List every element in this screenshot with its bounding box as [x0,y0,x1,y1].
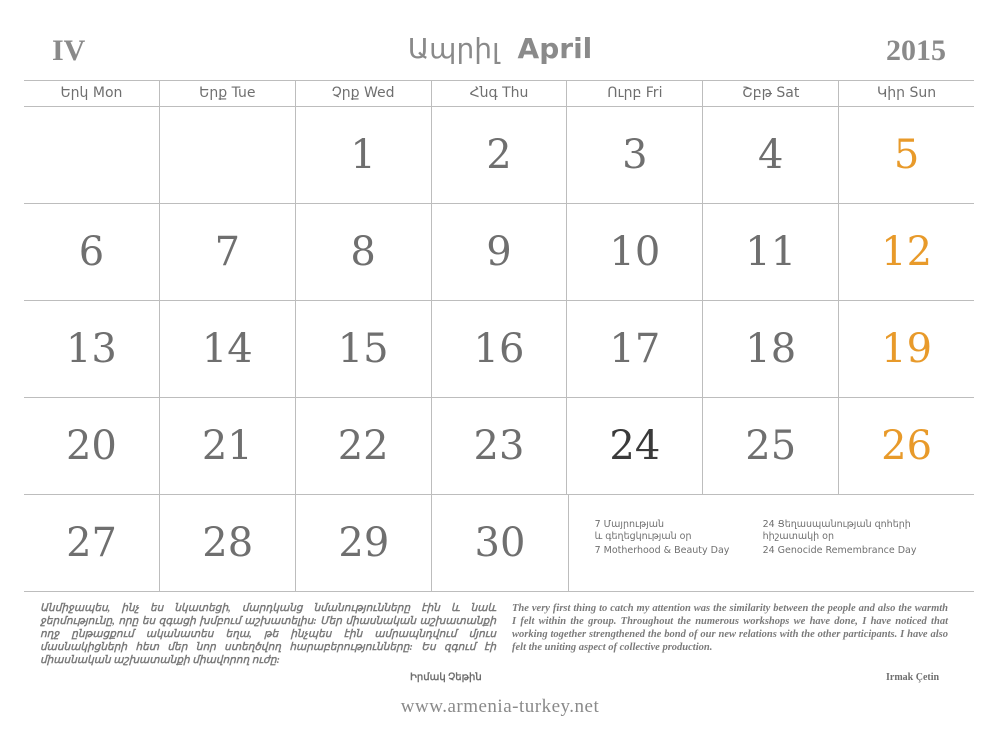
month-roman-numeral: IV [52,34,86,67]
day-cell-sunday: 19 [838,301,974,397]
day-cell: 23 [431,398,567,494]
note-genocide-hy-line2: հիշատակի օր [762,531,834,542]
day-cell: 6 [78,229,105,275]
weekday-sun: Կիր Sun [838,81,974,106]
day-cell: 22 [295,398,431,494]
weekday-tue: Երք Tue [159,81,295,106]
day-cell-sunday: 5 [838,107,974,203]
weekday-header-row [24,80,974,107]
day-cell-empty [24,107,159,203]
day-cell: 14 [159,301,295,397]
day-cell: 28 [159,495,295,591]
day-cell: 20 [65,423,117,469]
week-row-4 [24,398,974,495]
day-cell: 25 [702,398,838,494]
weekday-wed: Չրք Wed [295,81,431,106]
note-motherhood [595,519,730,557]
day-cell: 10 [566,204,702,300]
day-cell: 29 [295,495,431,591]
day-cell-sunday: 12 [838,204,974,300]
day-cell: 7 [159,204,295,300]
day-cell: 8 [295,204,431,300]
note-motherhood-hy-line1: 7 Մայրության [594,519,665,530]
month-title [0,32,1000,65]
year: 2015 [886,34,946,67]
day-cell: 27 [66,520,118,566]
day-cell-remembrance: 24 [566,398,702,494]
day-cell: 11 [702,204,838,300]
weekday-thu: Հնգ Thu [431,81,567,106]
day-cell: 30 [431,495,567,591]
week-row-3 [24,301,974,398]
weekday-mon: Երկ Mon [60,85,123,101]
week-row-2 [24,204,974,301]
day-cell: 2 [431,107,567,203]
day-cell: 16 [431,301,567,397]
weekday-sat: Շբթ Sat [702,81,838,106]
note-motherhood-hy-line2: և գեղեցկության օր [594,531,692,542]
month-title-english: April [517,32,593,65]
month-title-armenian: Ապրիլ [407,32,500,65]
day-cell-sunday: 26 [838,398,974,494]
note-genocide-hy-line1: 24 Ցեղասպանության զոհերի [762,519,911,530]
weekday-fri: Ուրբ Fri [566,81,702,106]
week-row-5 [24,495,974,592]
day-cell: 18 [702,301,838,397]
day-cell: 9 [431,204,567,300]
holiday-notes [568,495,974,591]
day-cell: 21 [159,398,295,494]
note-motherhood-en: 7 Motherhood & Beauty Day [594,545,730,556]
day-cell: 13 [65,326,117,372]
day-cell-empty [159,107,295,203]
quote-armenian: Անմիջապես, ինչ ես նկատեցի, մարդկանց նմանությունները էին և նաև ջերմությունը, որը ես զգացի խմբում աշխատելիս: Մեր միասնական աշխատանքի ողջ ընթացքում ականատես եղա, թե ինչպես էին ամրապնդվում մյուս մասնակիցների հետ մեր նոր ստեղծվող հարաբերությունները: Ես զգում էի միասնական աշխատանքի միավորող ուժը: [40,603,496,666]
signature-armenian: Իրմակ Չեթին [410,672,482,683]
day-cell: 15 [295,301,431,397]
day-cell: 3 [566,107,702,203]
day-cell: 4 [702,107,838,203]
website-footer: www.armenia-turkey.net [400,696,600,717]
signature-english: Irmak Çetin [886,672,940,683]
note-genocide-en: 24 Genocide Remembrance Day [762,545,917,556]
day-cell: 17 [566,301,702,397]
day-cell: 1 [295,107,431,203]
note-genocide [763,519,917,557]
quote-english: The very first thing to catch my attention was the similarity between the people and also the warmth I felt within the group. Throughout the numerous workshops we have done, I have noticed that working together strengthened the bond of our new relations with the other participants. I have also felt the uniting aspect of collective production. [512,603,948,653]
calendar-grid [24,80,974,592]
week-row-1 [24,107,974,204]
